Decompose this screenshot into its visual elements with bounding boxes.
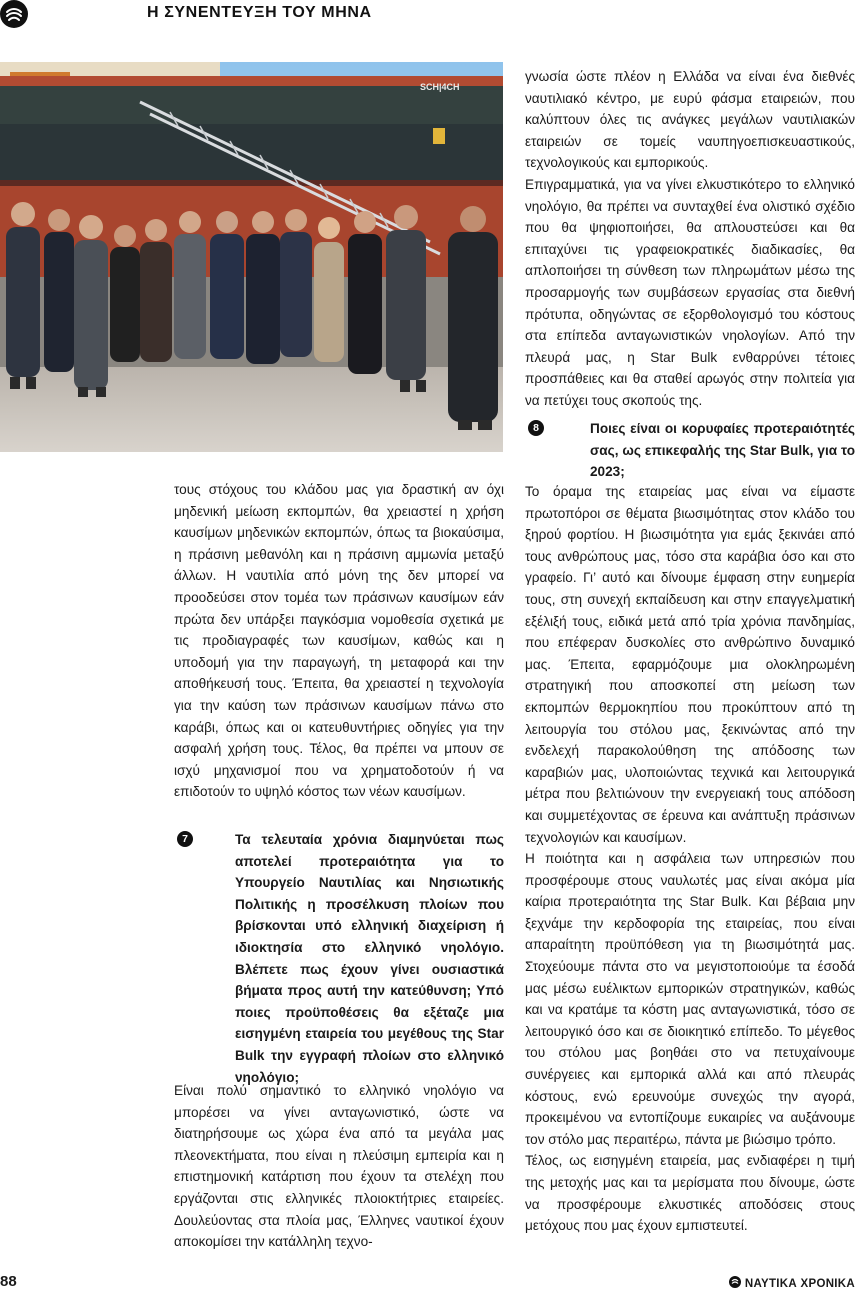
left-column-body	[174, 479, 504, 803]
ship-hull-label: SCH|4CH	[420, 82, 460, 92]
brand-swirl-icon	[729, 1275, 741, 1293]
answer-8	[525, 481, 855, 1237]
question-7-text: Τα τελευταία χρόνια διαμηνύεται πως αποτελεί προτεραιότητα για το Υπουργείο Ναυτιλίας και Νησιωτικής Πολιτικής η προσέλκυση πλοίων που βρίσκονται υπό ελληνική διαχείριση ή ιδιοκτησία στο ελληνικό νηολόγιο. Βλέπετε πως έχουν γίνει ουσιαστικά βήματα προς αυτή την κατεύθυνση; Υπό ποιες προϋποθέσεις θα εξέταζε μια εισηγμένη εταιρεία του μεγέθους της Star Bulk την εγγραφή πλοίων στο ελληνικό νηολόγιο;	[235, 832, 504, 1085]
footer-brand	[729, 1275, 855, 1293]
magazine-logo-icon	[0, 0, 28, 28]
section-title: Η ΣΥΝΕΝΤΕΥΞΗ ΤΟΥ ΜΗΝΑ	[147, 4, 372, 21]
answer-8-paragraph-2: Η ποιότητα και η ασφάλεια των υπηρεσιών που προσφέρουμε στους ναυλωτές μας είναι ακόμα μία καίρια προτεραιότητα της Star Bulk. Και βέβαια μην ξεχνάμε την κερδοφορία της εταιρείας, που είναι απαραίτητη προϋπόθεση για τη βιωσιμότητά μας. Στοχεύουμε πάντα στο να μεγιστοποιούμε τα έσοδά μας μέσω ευέλικτων εμπορικών στρατηγικών, καθώς και να κρατάμε τα κόστη μας ανταγωνιστικά, τόσο σε λειτουργικό όσο και σε διοικητικό επίπεδο. Το μέγεθος του στόλου μας βοηθάει στο να πετυχαίνουμε συνέργειες και εμπορικά αλλά και από πλευράς κόστους, ενώ ερευνούμε συνεχώς την αγορά, προκειμένου να εντοπίζουμε ευκαιρίες να αυξάνουμε τον στόλο μας περαιτέρω, πάντα με βιώσιμο τρόπο.	[525, 851, 855, 1147]
question-number-badge: 7	[177, 831, 193, 847]
answer-8-paragraph-3: Τέλος, ως εισηγμένη εταιρεία, μας ενδιαφέρει η τιμή της μετοχής μας και τα μερίσματα που δίνουμε, ώστε να προσφέρουμε ελκυστικές αποδόσεις στους μετόχους που μας έχουν εμπιστευτεί.	[525, 1153, 855, 1234]
question-number-badge: 8	[528, 420, 544, 436]
right-column-continuation	[525, 66, 855, 412]
answer-7	[174, 1080, 504, 1253]
answer-7-paragraph: Είναι πολύ σημαντικό το ελληνικό νηολόγιο να μπορέσει να γίνει ανταγωνιστικό, ώστε να διατηρήσουμε ως χώρα ένα από τα μεγάλα μας πλεονεκτήματα, που είναι η πλεύσιμη εμπειρία και η επιστημονική κατάρτιση που έχουν τα στελέχη που εργάζονται στις ελληνικές πλοιοκτήτριες εταιρείες. Δουλεύοντας στα πλοία μας, Έλληνες ναυτικοί έχουν αποκομίσει την κατάλληλη τεχνο-	[174, 1083, 504, 1250]
question-8	[528, 418, 855, 483]
answer-8-paragraph-1: Το όραμα της εταιρείας μας είναι να είμαστε πρωτοπόροι σε θέματα βιωσιμότητας στον κλάδο του ξηρού φορτίου. Η βιωσιμότητα για εμάς ξεκινάει από τους ανθρώπους μας, τόσο στα καράβια όσο και στο γραφείο. Γι’ αυτό και δίνουμε έμφαση στην ευημερία τους, στη συνεχή εκπαίδευση και στην επαγγελματική εξέλιξή τους, ειδικά μετά από τρία χρόνια πανδημίας, που επέφεραν δυσκολίες στο ανθρώπινο δυναμικό μας. Έπειτα, εφαρμόζουμε μια ολοκληρωμένη στρατηγική που αποσκοπεί στη μείωση των εκπομπών θερμοκηπίου που προκύπτουν από τη λειτουργία του στόλου μας, ξεκινώντας από την ενδελεχή παρακολούθηση της απόδοσης των καραβιών μας, υλοποιώντας τεχνικά και λειτουργικά μέτρα που βελτιώνουν την ενεργειακή τους απόδοση και συμμετέχοντας σε έρευνα και ανάπτυξη πράσινων τεχνολογιών και καυσίμων.	[525, 484, 855, 845]
brand-name: ΝΑΥΤΙΚΑ ΧΡΟΝΙΚΑ	[744, 1278, 855, 1290]
group-photo	[0, 62, 503, 452]
question-7	[177, 829, 504, 1088]
page-number: 88	[0, 1273, 17, 1290]
continuation-paragraph-1: γνωσία ώστε πλέον η Ελλάδα να είναι ένα διεθνές ναυτιλιακό κέντρο, με ευρύ φάσμα εταιρειών, που καλύπτουν όλες τις ανάγκες μεγάλων ναυτιλιακών εταιρειών σε τομείς ναυπηγοεπισκευαστικούς, τεχνολογικούς και εμπορικούς.	[525, 69, 855, 171]
left-column-paragraph: τους στόχους του κλάδου μας για δραστική αν όχι μηδενική μείωση εκπομπών, θα χρειαστεί η χρήση καυσίμων μηδενικών εκπομπών, όπως τα βιοκαύσιμα, η πράσινη μεθανόλη και η πράσινη αμμωνία μεταξύ άλλων. Η ναυτιλία από μόνη της δεν μπορεί να προοδεύσει στον τομέα των πράσινων καυσίμων εάν πρώτα δεν υπάρξει παγκόσμια νομοθεσία σχετικά με τις προδιαγραφές των καυσίμων, καθώς και η υποδομή για την παραγωγή, τη μεταφορά και την αποθήκευσή τους. Έπειτα, θα χρειαστεί η τεχνολογία για την καύση των πράσινων καυσίμων πάνω στο καράβι, όπως και οι κατευθυντήριες οδηγίες για την ασφαλή χρήση τους. Τέλος, θα πρέπει να μπουν σε ισχύ μηχανισμοί που να χρηματοδοτούν ή να επιδοτούν το υψηλό κόστος των νέων καυσίμων.	[174, 482, 504, 800]
group-photo-image	[0, 62, 503, 452]
question-8-text: Ποιες είναι οι κορυφαίες προτεραιότητές σας, ως επικεφαλής της Star Bulk, για το 2023;	[590, 421, 855, 480]
continuation-paragraph-2: Επιγραμματικά, για να γίνει ελκυστικότερο το ελληνικό νηολόγιο, θα πρέπει να συνταχθεί ένα ολιστικό σχέδιο που θα ψηφιοποιήσει, θα απλουστεύσει και θα επιταχύνει τις γραφειοκρατικές διαδικασίες, θα απλοποιήσει τη σύνθεση των πληρωμάτων μέσω της προσαρμογής των συμβάσεων εργασίας στα διεθνή πρότυπα, οδηγώντας σε εξορθολογισμό του κόστους στα επίπεδα ανταγωνιστικών νηολογίων. Από την πλευρά μας, η Star Bulk ενθαρρύνει τέτοιες προσπάθειες και θα σταθεί αρωγός στην πολιτεία για να πετύχει τους σκοπούς της.	[525, 176, 855, 408]
